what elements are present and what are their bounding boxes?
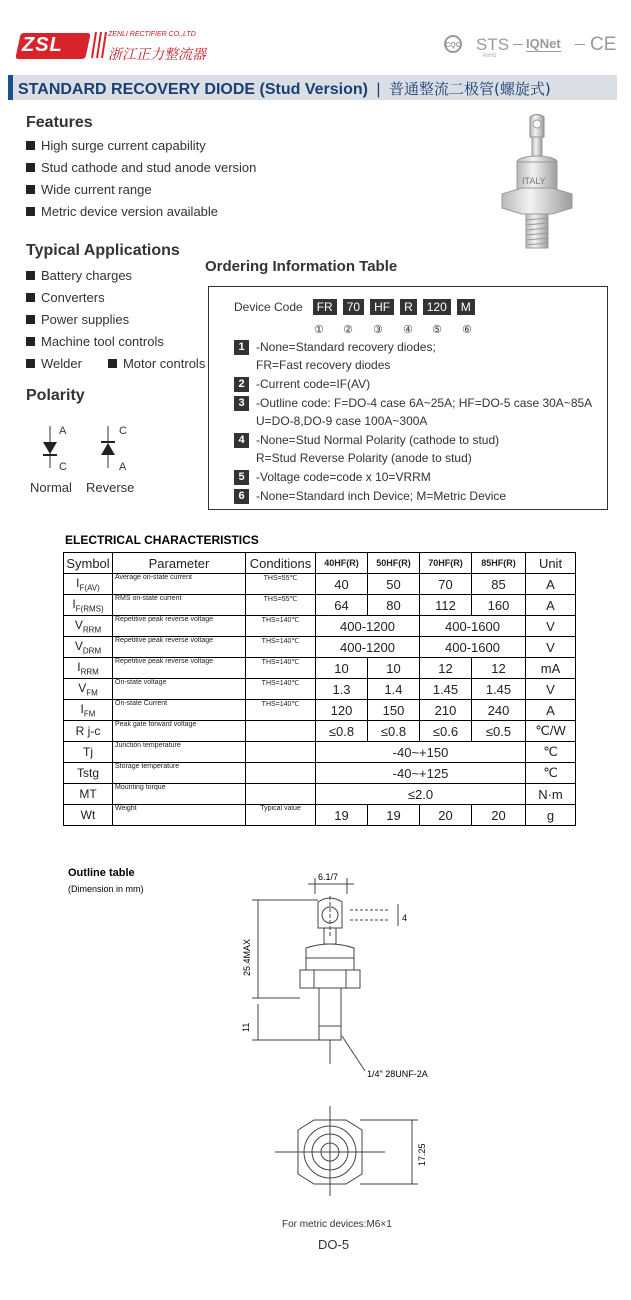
col-header: 50HF(R)	[368, 553, 420, 574]
symbol-text: V	[74, 617, 83, 632]
unit-cell: mA	[526, 658, 576, 679]
symbol-cell	[64, 679, 113, 700]
col-header: Conditions	[246, 553, 316, 574]
value-cell: 50	[368, 574, 420, 595]
company-name-cn: 浙江正力整流器	[108, 47, 206, 63]
note-number: 6	[234, 489, 249, 504]
application-item: Welder Motor controls	[26, 353, 205, 375]
value-cell: -40~+125	[316, 763, 526, 784]
note-number: 1	[234, 340, 249, 355]
reverse-cathode-label: C	[119, 425, 127, 437]
table-row	[64, 679, 576, 700]
ce-cert-label: CE	[590, 34, 617, 55]
parameter-cell: On-state voltage	[113, 679, 246, 700]
dim-height: 25.4MAX	[242, 938, 252, 976]
page-title: STANDARD RECOVERY DIODE (Stud Version) | 普通整流二极管(螺旋式)	[18, 80, 551, 98]
table-row	[64, 637, 576, 658]
table-row	[64, 721, 576, 742]
features-list	[26, 135, 256, 223]
value-cell: ≤0.6	[420, 721, 472, 742]
unit-cell: ℃	[526, 742, 576, 763]
code-metric: M	[457, 299, 475, 315]
conditions-cell	[246, 784, 316, 805]
unit-cell: V	[526, 637, 576, 658]
note-number: 4	[234, 433, 249, 448]
value-cell: 400-1200	[316, 637, 420, 658]
symbol-text: MT	[79, 787, 97, 801]
code-index-1: ①	[314, 323, 324, 336]
code-fr: FR	[313, 299, 337, 315]
value-cell: 85	[472, 574, 526, 595]
value-cell: 1.45	[472, 679, 526, 700]
conditions-cell	[246, 742, 316, 763]
parameter-cell: Junction temperature	[113, 742, 246, 763]
application-item: Converters	[26, 287, 205, 309]
dim-hole: 4	[402, 913, 408, 923]
value-cell: ≤0.5	[472, 721, 526, 742]
value-cell: 1.3	[316, 679, 368, 700]
table-header-row	[64, 553, 576, 574]
value-cell: 64	[316, 595, 368, 616]
value-cell: 80	[368, 595, 420, 616]
value-cell: 12	[420, 658, 472, 679]
logo-text: ZSL	[22, 34, 63, 56]
note-line: FR=Fast recovery diodes	[256, 358, 391, 372]
note-number: 5	[234, 470, 249, 485]
value-cell: 400-1600	[420, 616, 526, 637]
parameter-cell: Average on-state current	[113, 574, 246, 595]
polarity-normal-label: Normal	[30, 480, 72, 495]
table-row	[64, 742, 576, 763]
dim-hex: 17.25	[417, 1143, 427, 1166]
value-cell: 10	[316, 658, 368, 679]
application-item-extra: Motor controls	[122, 356, 206, 371]
sts-cert-label: STS	[476, 35, 510, 54]
note-number: 2	[234, 377, 249, 392]
symbol-text: I	[77, 659, 81, 674]
symbol-text: V	[78, 680, 87, 695]
applications-list	[26, 265, 205, 375]
symbol-cell	[64, 742, 113, 763]
parameter-cell: Mounting torque	[113, 784, 246, 805]
value-cell: 10	[368, 658, 420, 679]
code-outline: HF	[370, 299, 394, 315]
conditions-cell: THS=140℃	[246, 700, 316, 721]
value-cell: 40	[316, 574, 368, 595]
conditions-cell: THS=140℃	[246, 679, 316, 700]
electrical-heading: ELECTRICAL CHARACTERISTICS	[65, 533, 259, 547]
code-index-2: ②	[343, 323, 353, 336]
outline-drawing	[230, 866, 460, 1226]
code-index-4: ④	[403, 323, 413, 336]
conditions-cell: THS=140℃	[246, 637, 316, 658]
value-cell: 120	[316, 700, 368, 721]
symbol-cell	[64, 700, 113, 721]
symbol-text: I	[72, 596, 76, 611]
code-polarity: R	[400, 299, 417, 315]
table-row	[64, 658, 576, 679]
col-header: 70HF(R)	[420, 553, 472, 574]
symbol-subscript: DRM	[82, 646, 102, 656]
polarity-heading: Polarity	[26, 387, 85, 404]
code-index-5: ⑤	[432, 323, 442, 336]
unit-cell: N·m	[526, 784, 576, 805]
device-code-label: Device Code	[234, 300, 303, 314]
unit-cell: V	[526, 616, 576, 637]
cqc-cert-icon	[440, 34, 466, 56]
conditions-cell	[246, 763, 316, 784]
value-cell: 1.4	[368, 679, 420, 700]
symbol-cell	[64, 763, 113, 784]
value-cell: 112	[420, 595, 472, 616]
applications-heading: Typical Applications	[26, 242, 180, 259]
note-line: -None=Standard inch Device; M=Metric Device	[256, 489, 507, 503]
conditions-cell: THS=55℃	[246, 574, 316, 595]
conditions-cell: Typical value	[246, 805, 316, 826]
table-row	[64, 763, 576, 784]
value-cell: 20	[472, 805, 526, 826]
unit-cell: A	[526, 595, 576, 616]
table-row	[64, 784, 576, 805]
page-title-en: STANDARD RECOVERY DIODE (Stud Version)	[18, 81, 368, 98]
features-heading: Features	[26, 114, 93, 131]
reverse-diode-symbol	[101, 443, 115, 455]
parameter-cell: Repetitive peak reverse voltage	[113, 658, 246, 679]
table-row	[64, 616, 576, 637]
feature-item: High surge current capability	[26, 135, 256, 157]
parameter-cell: Repetitive peak reverse voltage	[113, 616, 246, 637]
table-row	[64, 595, 576, 616]
unit-cell: A	[526, 574, 576, 595]
symbol-subscript: RRM	[80, 667, 99, 677]
note-line: -Current code=IF(AV)	[256, 377, 371, 391]
parameter-cell: Peak gate forward voltage	[113, 721, 246, 742]
table-row	[64, 574, 576, 595]
logo-stripes-icon	[90, 30, 108, 60]
outline-heading: Outline table	[68, 867, 135, 879]
dim-top: 6.1/7	[318, 872, 339, 882]
polarity-reverse-label: Reverse	[86, 480, 135, 495]
symbol-text: I	[80, 701, 84, 716]
value-cell: 400-1200	[316, 616, 420, 637]
metric-note: For metric devices:M6×1	[282, 1219, 392, 1230]
value-cell: 70	[420, 574, 472, 595]
note-line: R=Stud Reverse Polarity (anode to stud)	[256, 451, 472, 465]
table-row	[64, 805, 576, 826]
symbol-cell	[64, 595, 113, 616]
symbol-subscript: F(AV)	[79, 583, 100, 593]
value-cell: 12	[472, 658, 526, 679]
value-cell: 19	[368, 805, 420, 826]
value-cell: ≤0.8	[316, 721, 368, 742]
table-row	[64, 700, 576, 721]
outline-subheading: (Dimension in mm)	[68, 884, 144, 894]
symbol-cell	[64, 637, 113, 658]
value-cell: ≤2.0	[316, 784, 526, 805]
application-item: Power supplies	[26, 309, 205, 331]
parameter-cell: On-state Current	[113, 700, 246, 721]
value-cell: 210	[420, 700, 472, 721]
value-cell: 160	[472, 595, 526, 616]
parameter-cell: RMS on-state current	[113, 595, 246, 616]
symbol-cell	[64, 616, 113, 637]
symbol-text: R j-c	[75, 724, 101, 738]
value-cell: ≤0.8	[368, 721, 420, 742]
cqc-cert-label: CQC	[445, 42, 461, 49]
polarity-diagram	[30, 420, 150, 475]
symbol-subscript: FM	[86, 688, 98, 698]
note-line: U=DO-8,DO-9 case 100A~300A	[256, 414, 428, 428]
rohs-sublabel: RoHS	[483, 53, 497, 59]
symbol-text: Tj	[83, 745, 93, 759]
value-cell: -40~+150	[316, 742, 526, 763]
symbol-cell	[64, 658, 113, 679]
symbol-subscript: FM	[83, 709, 96, 719]
symbol-subscript: F(RMS)	[75, 604, 104, 614]
value-cell: 240	[472, 700, 526, 721]
feature-item: Wide current range	[26, 179, 256, 201]
iqnet-cert-label: IQNet	[526, 36, 561, 51]
company-name-en: ZENLI RECTIFIER CO.,LTD	[108, 31, 196, 38]
note-number: 3	[234, 396, 249, 411]
col-header: 40HF(R)	[316, 553, 368, 574]
unit-cell: A	[526, 700, 576, 721]
symbol-cell	[64, 784, 113, 805]
feature-item: Metric device version available	[26, 201, 256, 223]
col-header: Unit	[526, 553, 576, 574]
note-line: -None=Standard recovery diodes;	[256, 340, 436, 354]
conditions-cell: THS=140℃	[246, 616, 316, 637]
note-line: -Outline code: F=DO-4 case 6A~25A; HF=DO-5 case 30A~85A	[256, 396, 593, 410]
dim-stud: 11	[241, 1022, 251, 1032]
conditions-cell	[246, 721, 316, 742]
reverse-anode-label: A	[119, 461, 127, 473]
code-index-6: ⑥	[462, 323, 472, 336]
unit-cell: V	[526, 679, 576, 700]
col-header: 85HF(R)	[472, 553, 526, 574]
conditions-cell: THS=140℃	[246, 658, 316, 679]
symbol-cell	[64, 721, 113, 742]
symbol-cell	[64, 574, 113, 595]
normal-cathode-label: C	[59, 461, 67, 473]
symbol-cell	[64, 805, 113, 826]
normal-anode-label: A	[59, 425, 67, 437]
unit-cell: ℃	[526, 763, 576, 784]
cert-divider-2	[575, 44, 585, 45]
value-cell: 19	[316, 805, 368, 826]
col-header: Parameter	[113, 553, 246, 574]
symbol-text: Wt	[80, 808, 96, 822]
symbol-subscript: RRM	[82, 625, 102, 635]
device-code-row	[234, 299, 481, 315]
electrical-table	[63, 552, 576, 826]
ordering-heading: Ordering Information Table	[205, 258, 398, 275]
note-line: -None=Stud Normal Polarity (cathode to stud)	[256, 433, 500, 447]
unit-cell: g	[526, 805, 576, 826]
value-cell: 20	[420, 805, 472, 826]
cert-divider	[513, 44, 523, 45]
symbol-text: V	[74, 638, 83, 653]
code-voltage: 120	[423, 299, 451, 315]
value-cell: 1.45	[420, 679, 472, 700]
note-line: -Voltage code=code x 10=VRRM	[256, 470, 431, 484]
parameter-cell: Repetitive peak reverse voltage	[113, 637, 246, 658]
product-marking: ITALY	[522, 176, 546, 186]
unit-cell: ℃/W	[526, 721, 576, 742]
parameter-cell: Weight	[113, 805, 246, 826]
symbol-text: I	[76, 575, 80, 590]
package-label: DO-5	[318, 1237, 350, 1252]
feature-item: Stud cathode and stud anode version	[26, 157, 256, 179]
page-title-cn: 普通整流二极管(螺旋式)	[389, 80, 551, 98]
code-index-3: ③	[373, 323, 383, 336]
thread-label: 1/4" 28UNF-2A	[367, 1069, 428, 1079]
value-cell: 150	[368, 700, 420, 721]
value-cell: 400-1600	[420, 637, 526, 658]
conditions-cell: THS=55℃	[246, 595, 316, 616]
product-photo	[492, 112, 582, 252]
application-item: Battery charges	[26, 265, 205, 287]
code-current: 70	[343, 299, 364, 315]
parameter-cell: Storage temperature	[113, 763, 246, 784]
col-header: Symbol	[64, 553, 113, 574]
normal-diode-symbol	[43, 442, 57, 454]
symbol-text: Tstg	[76, 766, 99, 780]
application-item: Machine tool controls	[26, 331, 205, 353]
